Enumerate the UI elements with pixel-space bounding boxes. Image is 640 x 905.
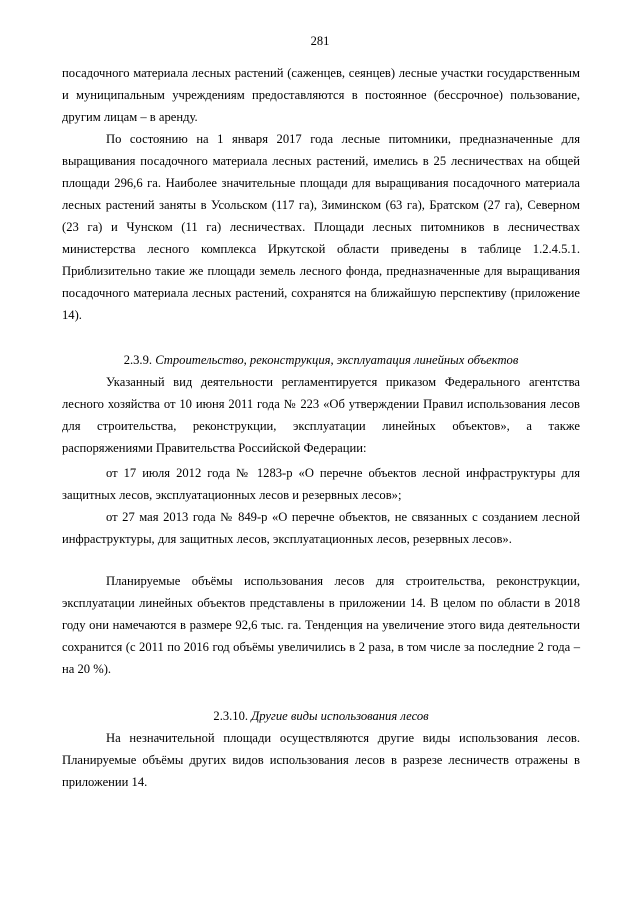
paragraph-text: посадочного материала лесных растений (саженцев, сеянцев) лесные участки государственным и муниципальным учреждениям предоставляются в постоянное (бессрочное) пользование, другим лицам – в аренду. (62, 66, 580, 124)
section-title: Другие виды использования лесов (251, 709, 429, 723)
section-number: 2.3.9. (123, 353, 153, 367)
paragraph-planned-volumes (62, 570, 580, 680)
section-heading-2-3-10 (62, 705, 580, 727)
section-heading (62, 349, 580, 371)
section-title: Строительство, реконструкция, эксплуатация линейных объектов (155, 353, 519, 367)
paragraph-regulation (62, 371, 580, 459)
paragraph-other-uses (62, 727, 580, 793)
paragraph-text: Указанный вид деятельности регламентируется приказом Федерального агентства лесного хозяйства от 10 июня 2011 года № 223 «Об утверждении Правил использования лесов для строительства, реконструкции, эксплуатации линейных объектов», а также распоряжениями Правительства Российской Федерации: (62, 375, 580, 455)
paragraph-text: На незначительной площади осуществляются другие виды использования лесов. Планируемые объёмы других видов использования лесов в разрезе лесничеств отражены в приложении 14. (62, 731, 580, 789)
paragraph-order-1283 (62, 462, 580, 506)
paragraph-text: от 27 мая 2013 года № 849-р «О перечне объектов, не связанных с созданием лесной инфраструктуры, для защитных лесов, эксплуатационных лесов, резервных лесов». (62, 510, 580, 546)
paragraph-text: По состоянию на 1 января 2017 года лесные питомники, предназначенные для выращивания посадочного материала лесных растений, имелись в 25 лесничествах на общей площади 296,6 га. Наиболее значительные площади для выращивания посадочного материала лесных растений заняты в Усольском (117 га), Зиминском (63 га), Братском (27 га), Северном (23 га) и Чунском (11 га) лесничествах. Площади лесных питомников в лесничествах министерства лесного комплекса Иркутской области приведены в таблице 1.2.4.5.1. Приблизительно такие же площади земель лесного фонда, предназначенные для выращивания посадочного материала лесных растений, сохранятся на ближайшую перспективу (приложение 14). (62, 132, 580, 322)
paragraph-text: от 17 июля 2012 года № 1283-р «О перечне объектов лесной инфраструктуры для защитных лесов, эксплуатационных лесов и резервных лесов»; (62, 466, 580, 502)
section-number: 2.3.10. (213, 709, 249, 723)
paragraph-order-849 (62, 506, 580, 550)
section-heading-2-3-9 (62, 349, 580, 371)
paragraph-text: Планируемые объёмы использования лесов для строительства, реконструкции, эксплуатации линейных объектов представлены в приложении 14. В целом по области в 2018 году они намечаются в размере 92,6 тыс. га. Тенденция на увеличение этого вида деятельности сохранится (с 2011 по 2016 год объёмы увеличились в 2 раза, в том числе за последние 2 года – на 20 %). (62, 574, 580, 676)
paragraph-nurseries (62, 128, 580, 326)
section-heading (62, 705, 580, 727)
page-number: 281 (310, 34, 330, 48)
paragraph-continuation (62, 62, 580, 128)
